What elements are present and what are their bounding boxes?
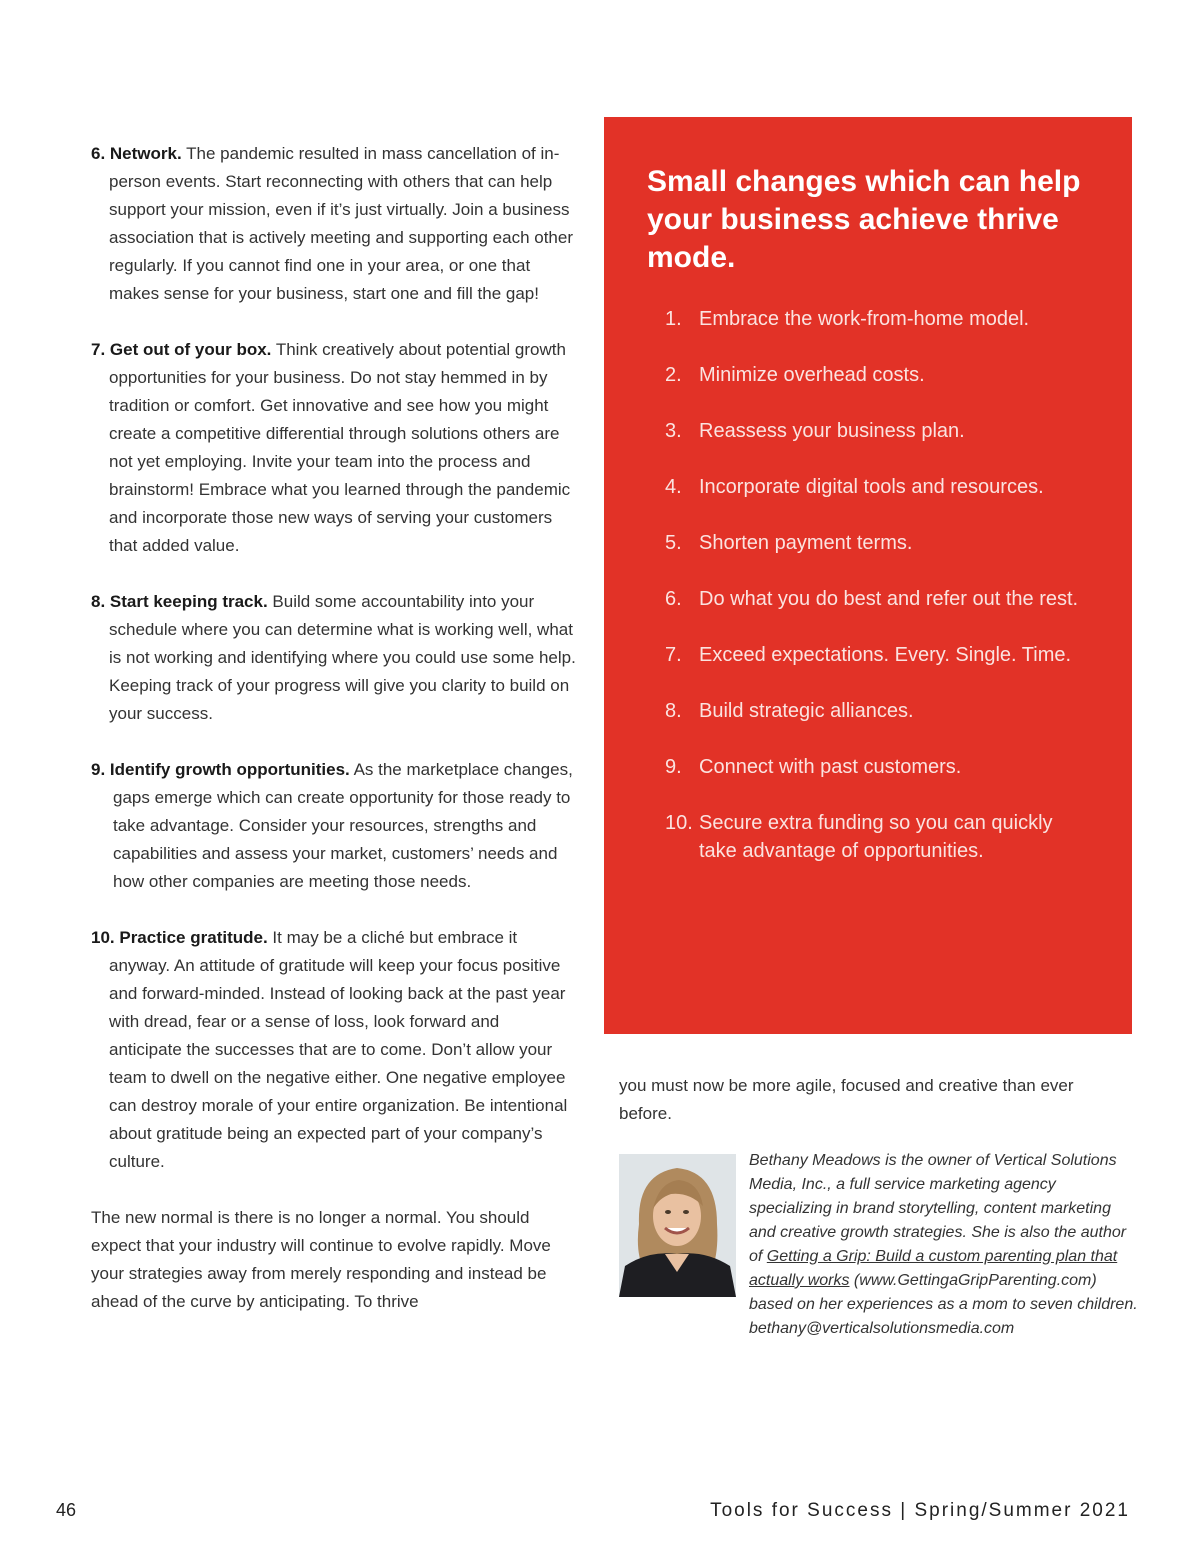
tip-text: As the marketplace changes, gaps emerge which can create opportunity for those ready to take advantage. Consider your resources, strengths and capabilities and assess your market, customers’ needs and how other companies are meeting those needs. xyxy=(113,760,573,891)
list-item xyxy=(665,417,1092,445)
list-item xyxy=(665,697,1092,725)
tip-get-out-of-box xyxy=(91,336,576,560)
closing-paragraph: The new normal is there is no longer a normal. You should expect that your industry will continue to evolve rapidly. Move your strategies away from merely responding and instead be ahead of the curve by anticipating. To thrive xyxy=(91,1208,551,1311)
item-text: Exceed expectations. Every. Single. Time. xyxy=(699,644,1072,666)
page-number: 46 xyxy=(56,1500,77,1520)
list-item xyxy=(665,305,1092,333)
item-number: 1. xyxy=(665,308,682,330)
tip-network xyxy=(91,140,576,308)
item-number: 3. xyxy=(665,420,682,442)
list-item xyxy=(665,585,1092,613)
list-item xyxy=(665,809,1092,865)
bio-text-continued: (www.GettingaGripParenting.com) based on her experiences as a mom to seven children. xyxy=(749,1272,1138,1313)
main-column xyxy=(91,140,576,1316)
item-text: Secure extra funding so you can quickly take advantage of opportunities. xyxy=(699,812,1053,862)
tips-sidebar xyxy=(604,117,1132,1034)
tip-text: It may be a cliché but embrace it anyway. An attitude of gratitude will keep your focus positive and forward-minded. Instead of looking back at the past year with dread, fear or a sense of loss, look forward and anticipate the successes that are to come. Don’t allow your team to dwell on the negative either. One negative employee can destroy morale of your entire organization. Be intentional about gratitude being an expected part of your company’s culture. xyxy=(109,928,568,1171)
item-number: 9. xyxy=(665,756,682,778)
author-bio xyxy=(749,1149,1139,1341)
list-item xyxy=(665,641,1092,669)
item-number: 10. xyxy=(665,812,693,834)
author-email[interactable]: bethany@verticalsolutionsmedia.com xyxy=(749,1320,1015,1337)
item-number: 2. xyxy=(665,364,682,386)
tip-growth-opportunities xyxy=(91,756,576,896)
item-text: Connect with past customers. xyxy=(699,756,962,778)
list-item xyxy=(665,473,1092,501)
tip-text: Think creatively about potential growth opportunities for your business. Do not stay hemmed in by tradition or comfort. Get innovative and see how you might create a competitive differential through solutions others are not yet employing. Invite your team into the process and brainstorm! Embrace what you learned through the pandemic and incorporate those new ways of serving your customers that added value. xyxy=(109,340,571,555)
list-item xyxy=(665,753,1092,781)
item-number: 7. xyxy=(665,644,682,666)
sidebar-title: Small changes which can help your business achieve thrive mode. xyxy=(647,165,1081,274)
tip-text: The pandemic resulted in mass cancellation of in-person events. Start reconnecting with others that can help support your mission, even if it’s just virtually. Join a business association that is actively meeting and supporting each other regularly. If you cannot find one in your area, or one that makes sense for your business, start one and fill the gap! xyxy=(109,144,573,303)
tips-list xyxy=(647,305,1092,865)
author-photo xyxy=(619,1154,736,1297)
item-text: Minimize overhead costs. xyxy=(699,364,925,386)
item-number: 4. xyxy=(665,476,682,498)
item-text: Shorten payment terms. xyxy=(699,532,913,554)
tip-heading: 8. Start keeping track. xyxy=(91,592,268,611)
tip-heading: 6. Network. xyxy=(91,144,182,163)
publication-footer: Tools for Success | Spring/Summer 2021 xyxy=(710,1500,1130,1521)
tip-heading: 10. Practice gratitude. xyxy=(91,928,268,947)
tip-gratitude xyxy=(91,924,576,1176)
item-number: 8. xyxy=(665,700,682,722)
list-item xyxy=(665,529,1092,557)
portrait-image xyxy=(619,1154,736,1297)
book-link[interactable]: Getting a Grip: Build a custom parenting plan that actually works xyxy=(749,1248,1118,1289)
item-number: 6. xyxy=(665,588,682,610)
list-item xyxy=(665,361,1092,389)
tip-text: Build some accountability into your schedule where you can determine what is working well, what is not working and identifying where you could use some help. Keeping track of your progress will give you clarity to build on your success. xyxy=(109,592,576,723)
item-text: Reassess your business plan. xyxy=(699,420,965,442)
tip-heading: 7. Get out of your box. xyxy=(91,340,272,359)
item-text: Build strategic alliances. xyxy=(699,700,914,722)
item-text: Do what you do best and refer out the rest. xyxy=(699,588,1079,610)
tip-keep-track xyxy=(91,588,576,728)
bio-text: Bethany Meadows is the owner of Vertical Solutions Media, Inc., a full service marketing agency specializing in brand storytelling, content marketing and creative growth strategies. She is also the author of xyxy=(749,1152,1127,1265)
item-text: Incorporate digital tools and resources. xyxy=(699,476,1044,498)
item-text: Embrace the work-from-home model. xyxy=(699,308,1030,330)
continuation-paragraph: you must now be more agile, focused and creative than ever before. xyxy=(619,1076,1074,1123)
item-number: 5. xyxy=(665,532,682,554)
tip-heading: 9. Identify growth opportunities. xyxy=(91,760,350,779)
